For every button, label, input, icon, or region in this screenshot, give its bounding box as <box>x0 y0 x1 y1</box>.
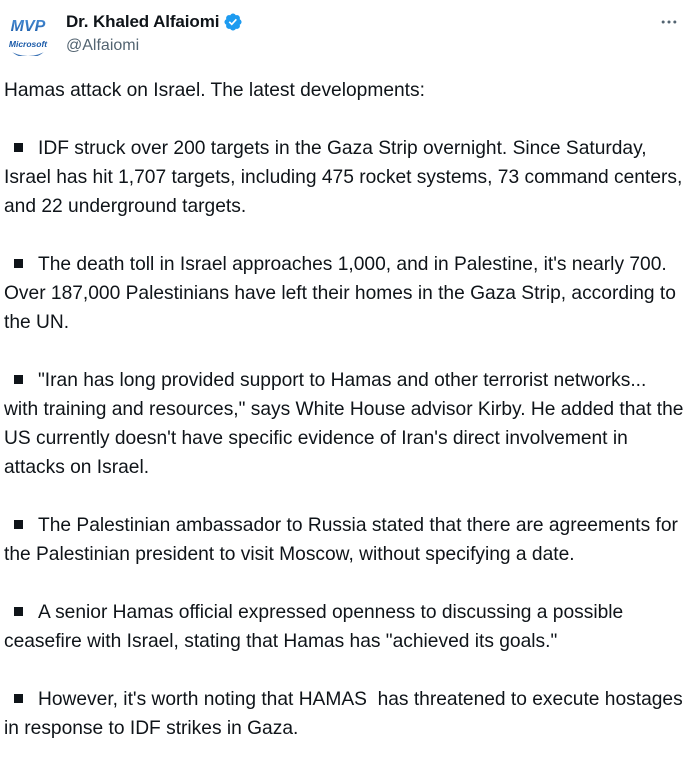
mvp-logo-icon <box>4 10 52 58</box>
avatar-mvp-text: MVP <box>10 18 46 35</box>
tweet-bullet-item <box>4 366 684 482</box>
bullet-text: "Iran has long provided support to Hamas and other terrorist networks... with training and resources," says White House advisor Kirby. He added that the US currently doesn't have specific evidence of Iran's direct involvement in attacks on Israel. <box>4 370 684 478</box>
square-bullet-icon <box>14 259 23 268</box>
square-bullet-icon <box>14 520 23 529</box>
tweet-intro: Hamas attack on Israel. The latest developments: <box>4 80 425 101</box>
verified-badge-icon[interactable] <box>223 12 243 32</box>
author-name-row <box>66 11 243 33</box>
tweet-bullet-item <box>4 598 684 656</box>
bullet-text: The death toll in Israel approaches 1,000, and in Palestine, it's nearly 700. Over 187,000 Palestinians have left their homes in the Gaza Strip, according to the UN. <box>4 254 676 333</box>
avatar-microsoft-text: Microsoft <box>8 39 48 49</box>
bullet-text: IDF struck over 200 targets in the Gaza Strip overnight. Since Saturday, Israel has hit 1,707 targets, including 475 rocket systems, 73 command centers, and 22 underground targets. <box>4 138 683 217</box>
square-bullet-icon <box>14 375 23 384</box>
tweet-bullet-item <box>4 685 689 743</box>
tweet-bullet-item <box>4 511 684 569</box>
square-bullet-icon <box>14 607 23 616</box>
more-options-button[interactable] <box>657 10 681 34</box>
avatar[interactable] <box>4 10 52 58</box>
bullet-text: The Palestinian ambassador to Russia stated that there are agreements for the Palestinian president to visit Moscow, without specifying a date. <box>4 515 678 565</box>
bullet-text: However, it's worth noting that HAMAS has threatened to execute hostages in response to IDF strikes in Gaza. <box>4 689 689 739</box>
tweet-header <box>0 0 689 70</box>
author-display-name[interactable]: Dr. Khaled Alfaiomi <box>66 12 220 31</box>
tweet-text <box>4 76 689 743</box>
tweet-bullet-item <box>4 134 684 221</box>
square-bullet-icon <box>14 694 23 703</box>
more-horizontal-icon <box>659 12 679 32</box>
square-bullet-icon <box>14 143 23 152</box>
author-handle[interactable]: @Alfaiomi <box>66 37 140 54</box>
tweet-bullet-item <box>4 250 684 337</box>
bullet-text: A senior Hamas official expressed openness to discussing a possible ceasefire with Israel, stating that Hamas has "achieved its goals." <box>4 602 624 652</box>
